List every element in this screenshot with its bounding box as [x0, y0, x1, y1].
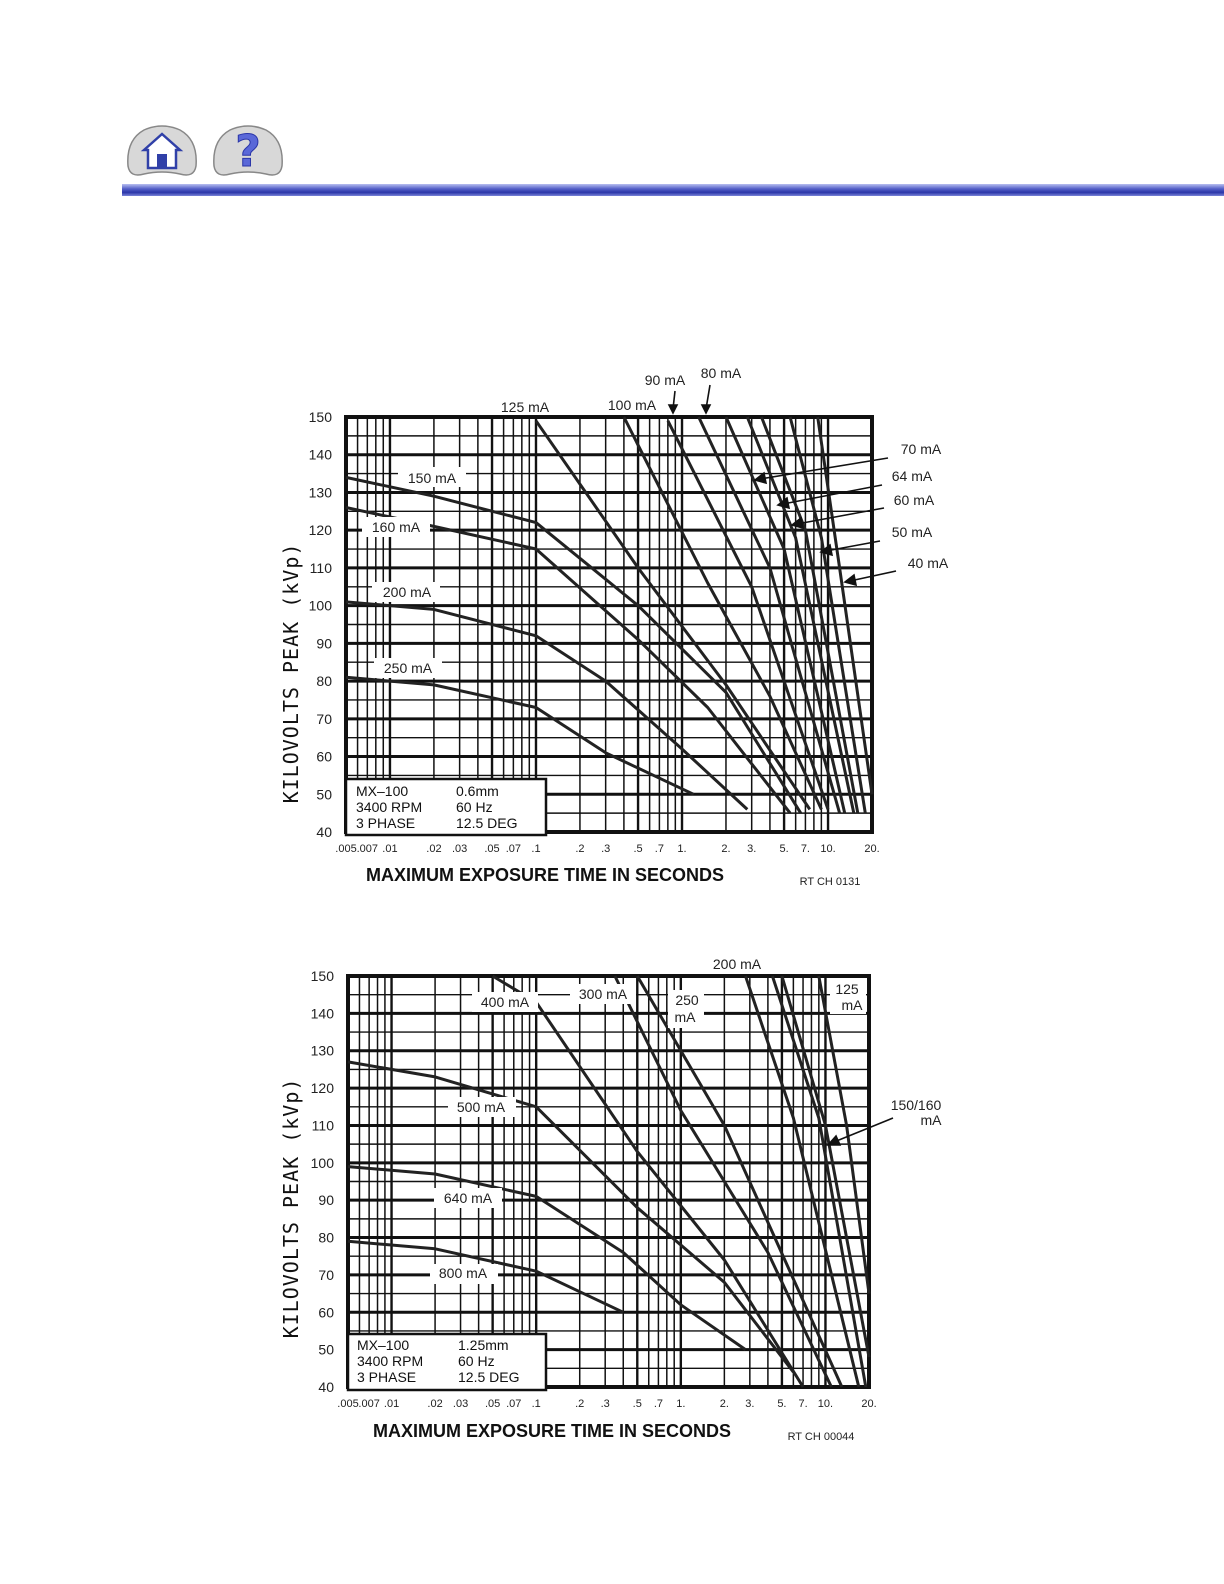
- y-tick-label: 50: [318, 1341, 334, 1358]
- chart-125mm: [0, 950, 1224, 1450]
- y-tick-label: 90: [318, 1192, 334, 1209]
- chart1-code: RT CH 0131: [799, 876, 861, 888]
- x-tick-label: 7.: [800, 843, 811, 855]
- x-tick-label: 10.: [820, 843, 836, 855]
- x-tick-label: .1: [531, 843, 541, 855]
- svg-text:1.25mm: 1.25mm: [458, 1337, 509, 1353]
- y-tick-label: 80: [318, 1229, 334, 1246]
- x-tick-label: 7.: [798, 1398, 808, 1410]
- curve-250-ma: [346, 677, 694, 794]
- x-tick-label: .3: [601, 843, 611, 855]
- svg-text:60 Hz: 60 Hz: [456, 799, 493, 815]
- y-tick-label: 150: [310, 968, 334, 984]
- y-tick-label: 50: [316, 786, 332, 803]
- label-80ma: 80 mA: [700, 365, 742, 381]
- y-tick-label: 140: [308, 446, 332, 463]
- x-tick-label: .1: [531, 1398, 541, 1410]
- x-tick-label: .2: [575, 843, 585, 855]
- x-tick-label: .3: [600, 1398, 610, 1410]
- question-mark-icon: ?: [235, 126, 261, 177]
- label-640ma: 640 mA: [443, 1190, 493, 1206]
- y-tick-label: 90: [316, 635, 332, 652]
- label-250ma: 250 mA: [383, 660, 433, 676]
- svg-text:60 Hz: 60 Hz: [458, 1353, 495, 1369]
- y-tick-label: 130: [308, 484, 332, 501]
- chart1-y-ticks: [309, 409, 333, 840]
- x-tick-label: 3.: [745, 1398, 755, 1410]
- chart1-y-axis-title-visible: KILOVOLTS PEAK (kVp): [279, 542, 303, 804]
- x-tick-label: 5.: [779, 843, 789, 855]
- curve-90-ma: [668, 421, 828, 810]
- x-tick-label: .02: [426, 843, 442, 855]
- x-tick-label: .01: [382, 843, 398, 855]
- label-800ma: 800 mA: [438, 1265, 488, 1281]
- x-tick-label: .07: [506, 1398, 522, 1410]
- x-tick-label: .005: [337, 1398, 359, 1410]
- label-150-160-ma: mA: [920, 1112, 942, 1128]
- svg-text:12.5 DEG: 12.5 DEG: [458, 1369, 520, 1385]
- label-60ma: 60 mA: [893, 492, 935, 508]
- chart2-y-axis-title: KILOVOLTS PEAK (kVp): [279, 1077, 303, 1339]
- label-160ma: 160 mA: [371, 519, 421, 535]
- label-125-ma: mA: [841, 997, 863, 1013]
- chart-06mm: [0, 355, 1224, 895]
- x-tick-label: .01: [383, 1398, 400, 1410]
- y-tick-label: 40: [318, 1379, 334, 1395]
- label-125ma: 125 mA: [500, 399, 550, 415]
- label-125: 125: [835, 981, 859, 997]
- label-250: 250: [675, 992, 699, 1008]
- x-tick-label: .05: [484, 1398, 501, 1410]
- y-tick-label: 130: [310, 1042, 334, 1059]
- label-200ma: 200 mA: [382, 584, 432, 600]
- label-400ma: 400 mA: [480, 994, 530, 1010]
- x-tick-label: .007: [356, 843, 379, 855]
- label-200ma: 200 mA: [712, 956, 762, 972]
- curve-100-ma: [624, 417, 822, 809]
- x-tick-label: .007: [358, 1398, 380, 1410]
- y-tick-label: 120: [310, 1080, 334, 1097]
- x-tick-label: .02: [427, 1398, 443, 1410]
- chart1-info-box: [346, 779, 546, 835]
- y-tick-label: 150: [308, 409, 332, 425]
- label-64ma: 64 mA: [891, 468, 933, 484]
- x-tick-label: 20.: [861, 1398, 877, 1410]
- x-tick-label: 5.: [777, 1398, 787, 1410]
- x-tick-label: .2: [575, 1398, 585, 1410]
- chart2-grid: [348, 976, 869, 1387]
- x-tick-label: .03: [451, 843, 468, 855]
- chart1-x-ticks: [335, 843, 879, 855]
- y-tick-label: 60: [316, 748, 332, 765]
- chart2-y-ticks: [311, 968, 335, 1395]
- svg-text:3 PHASE: 3 PHASE: [357, 1369, 417, 1385]
- y-tick-label: 100: [308, 597, 332, 614]
- x-tick-label: .5: [633, 843, 643, 855]
- x-tick-label: .07: [505, 843, 522, 855]
- x-tick-label: 1.: [677, 843, 687, 855]
- label-150-160: 150/160: [890, 1097, 942, 1113]
- y-tick-label: 120: [308, 522, 332, 539]
- curve-80-ma: [699, 417, 840, 813]
- label-150ma: 150 mA: [407, 470, 457, 486]
- label-300ma: 300 mA: [578, 986, 628, 1002]
- label-250-ma: mA: [674, 1009, 696, 1025]
- label-500ma: 500 mA: [456, 1099, 506, 1115]
- x-tick-label: .03: [452, 1398, 469, 1410]
- chart2-info-box: [348, 1334, 546, 1390]
- x-tick-label: .05: [484, 843, 500, 855]
- y-tick-label: 110: [309, 559, 332, 576]
- y-tick-label: 100: [310, 1154, 334, 1171]
- label-90ma: 90 mA: [644, 372, 686, 388]
- label-50ma: 50 mA: [891, 524, 933, 540]
- x-tick-label: 2.: [721, 843, 731, 855]
- curve-125-ma: [536, 421, 810, 810]
- svg-text:3400 RPM: 3400 RPM: [357, 1353, 424, 1369]
- svg-text:MX–100: MX–100: [357, 1337, 410, 1353]
- header-rule: [122, 184, 1224, 196]
- x-tick-label: 20.: [864, 843, 880, 855]
- svg-text:3400 RPM: 3400 RPM: [356, 799, 423, 815]
- chart2-x-axis-title: MAXIMUM EXPOSURE TIME IN SECONDS: [372, 1421, 732, 1441]
- x-tick-label: .005: [335, 843, 357, 855]
- x-tick-label: .5: [632, 1398, 642, 1410]
- y-tick-label: 60: [318, 1304, 334, 1321]
- label-40ma: 40 mA: [907, 555, 949, 571]
- x-tick-label: 1.: [676, 1398, 686, 1410]
- y-tick-label: 70: [318, 1266, 334, 1283]
- home-button[interactable]: [124, 120, 200, 180]
- y-tick-label: 70: [316, 710, 332, 727]
- help-button[interactable]: [210, 120, 286, 180]
- y-tick-label: 40: [316, 824, 332, 840]
- x-tick-label: 2.: [719, 1398, 729, 1410]
- chart2-code: RT CH 00044: [787, 1431, 855, 1443]
- x-tick-label: 3.: [747, 843, 757, 855]
- svg-text:12.5 DEG: 12.5 DEG: [456, 815, 518, 831]
- label-100ma: 100 mA: [607, 397, 657, 413]
- curve-640-ma: [348, 1167, 746, 1350]
- x-tick-label: .7: [654, 843, 664, 855]
- y-tick-label: 140: [310, 1005, 334, 1022]
- y-tick-label: 80: [316, 673, 332, 690]
- chart2-x-ticks: [337, 1398, 876, 1410]
- svg-text:MX–100: MX–100: [356, 783, 409, 799]
- x-tick-label: 10.: [817, 1398, 834, 1410]
- y-tick-label: 110: [311, 1117, 334, 1134]
- x-tick-label: .7: [653, 1398, 664, 1410]
- chart1-x-axis-title: MAXIMUM EXPOSURE TIME IN SECONDS: [365, 865, 725, 885]
- svg-text:0.6mm: 0.6mm: [456, 783, 499, 799]
- svg-text:3 PHASE: 3 PHASE: [356, 815, 416, 831]
- label-70ma: 70 mA: [900, 441, 942, 457]
